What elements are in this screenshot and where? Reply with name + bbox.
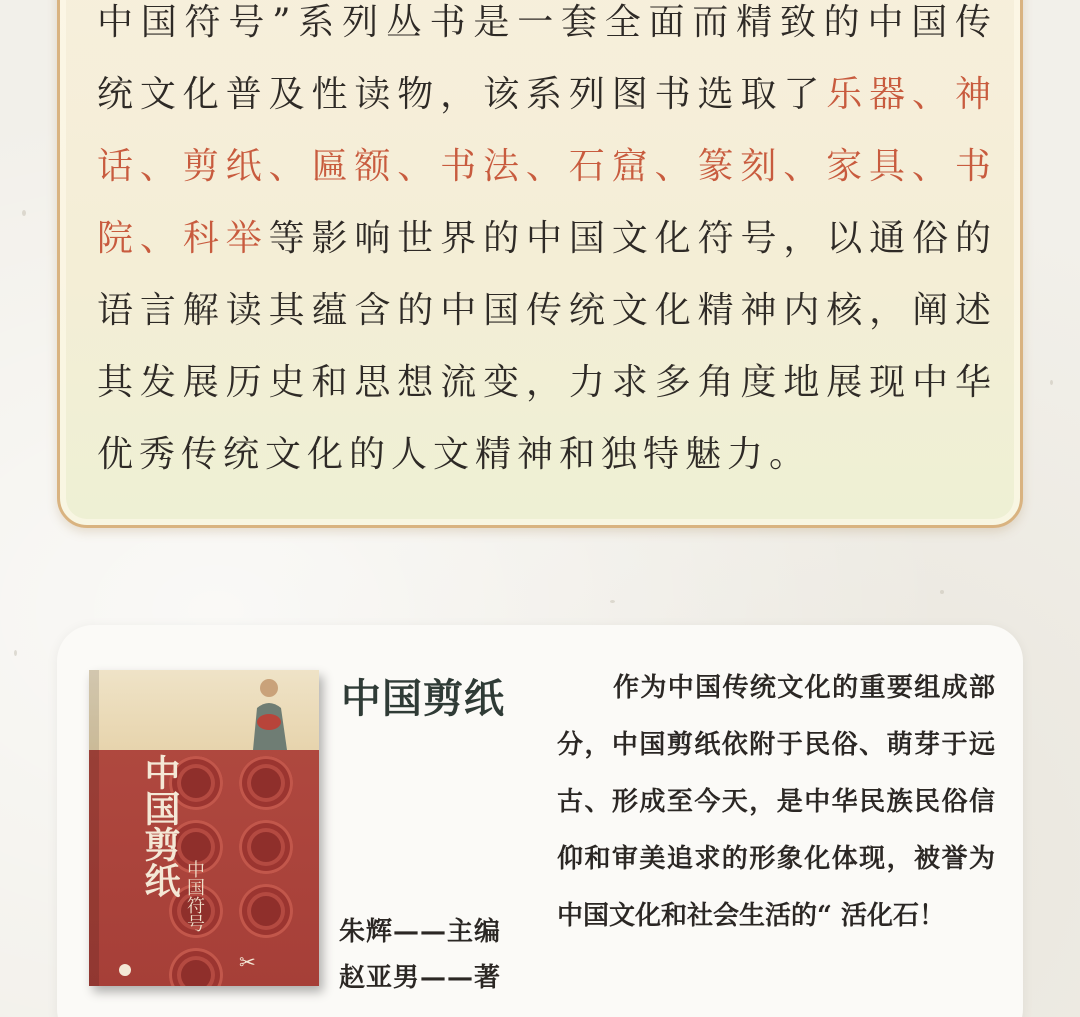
papercut-medallion	[239, 756, 293, 810]
topic-seal-carving: 篆刻	[697, 146, 784, 187]
papercut-medallion	[239, 820, 293, 874]
intro-head-text: 中国符号”系列丛书是一套全面而精致的中国传统文化普及性读物，该系列图书选取了	[97, 2, 997, 115]
topic-separator: 、	[525, 146, 569, 187]
topic-calligraphy: 书法	[440, 146, 526, 187]
topic-grotto: 石窟	[568, 146, 655, 187]
craftsman-illustration	[239, 674, 299, 750]
paper-speck	[940, 590, 944, 594]
topic-academy: 书院	[97, 146, 997, 259]
editor-credit: 朱辉——主编	[339, 917, 502, 947]
topic-separator: 、	[911, 146, 955, 187]
topic-separator: 、	[139, 146, 183, 187]
paper-speck	[22, 210, 26, 216]
author-credit: 赵亚男——著	[339, 963, 502, 993]
topic-separator: 、	[268, 146, 312, 187]
papercut-medallion	[239, 884, 293, 938]
topic-myth: 神话	[97, 74, 997, 187]
publisher-logo-icon	[119, 964, 131, 976]
intro-tail-text: 等影响世界的中国文化符号，以通俗的语言解读其蕴含的中国传统文化精神内核，阐述其发展历史和思想流变，力求多角度地展现中华优秀传统文化的人文精神和独特魅力。	[97, 218, 997, 475]
papercut-medallion	[169, 948, 223, 986]
cover-spine-shadow	[89, 670, 99, 986]
cover-series-name: 中国符号	[184, 860, 205, 932]
book-title: 中国剪纸	[341, 675, 505, 722]
topic-papercut: 剪纸	[182, 146, 269, 187]
topic-separator: 、	[139, 218, 183, 259]
paper-speck	[14, 650, 17, 656]
topic-separator: 、	[912, 74, 955, 115]
book-card	[57, 625, 1023, 1017]
topic-separator: 、	[397, 146, 441, 187]
topic-separator: 、	[654, 146, 698, 187]
topic-plaque: 匾额	[311, 146, 398, 187]
book-description: 作为中国传统文化的重要组成部分，中国剪纸依附于民俗、萌芽于远古、形成至今天，是中华民族民俗信仰和审美追求的形象化体现，被誉为中国文化和社会生活的“ 活化石！	[557, 673, 995, 931]
topic-instrument: 乐器	[826, 74, 913, 115]
cover-title: 中国剪纸	[139, 754, 181, 898]
topic-furniture: 家具	[826, 146, 912, 187]
book-cover-image[interactable]	[89, 670, 319, 986]
topic-separator: 、	[783, 146, 827, 187]
series-intro-text	[97, 0, 997, 491]
topic-imperial-exam: 科举	[182, 218, 269, 259]
scissors-icon: ✂	[239, 950, 256, 974]
paper-speck	[610, 600, 615, 603]
paper-speck	[1050, 380, 1053, 385]
series-intro-card	[57, 0, 1023, 528]
